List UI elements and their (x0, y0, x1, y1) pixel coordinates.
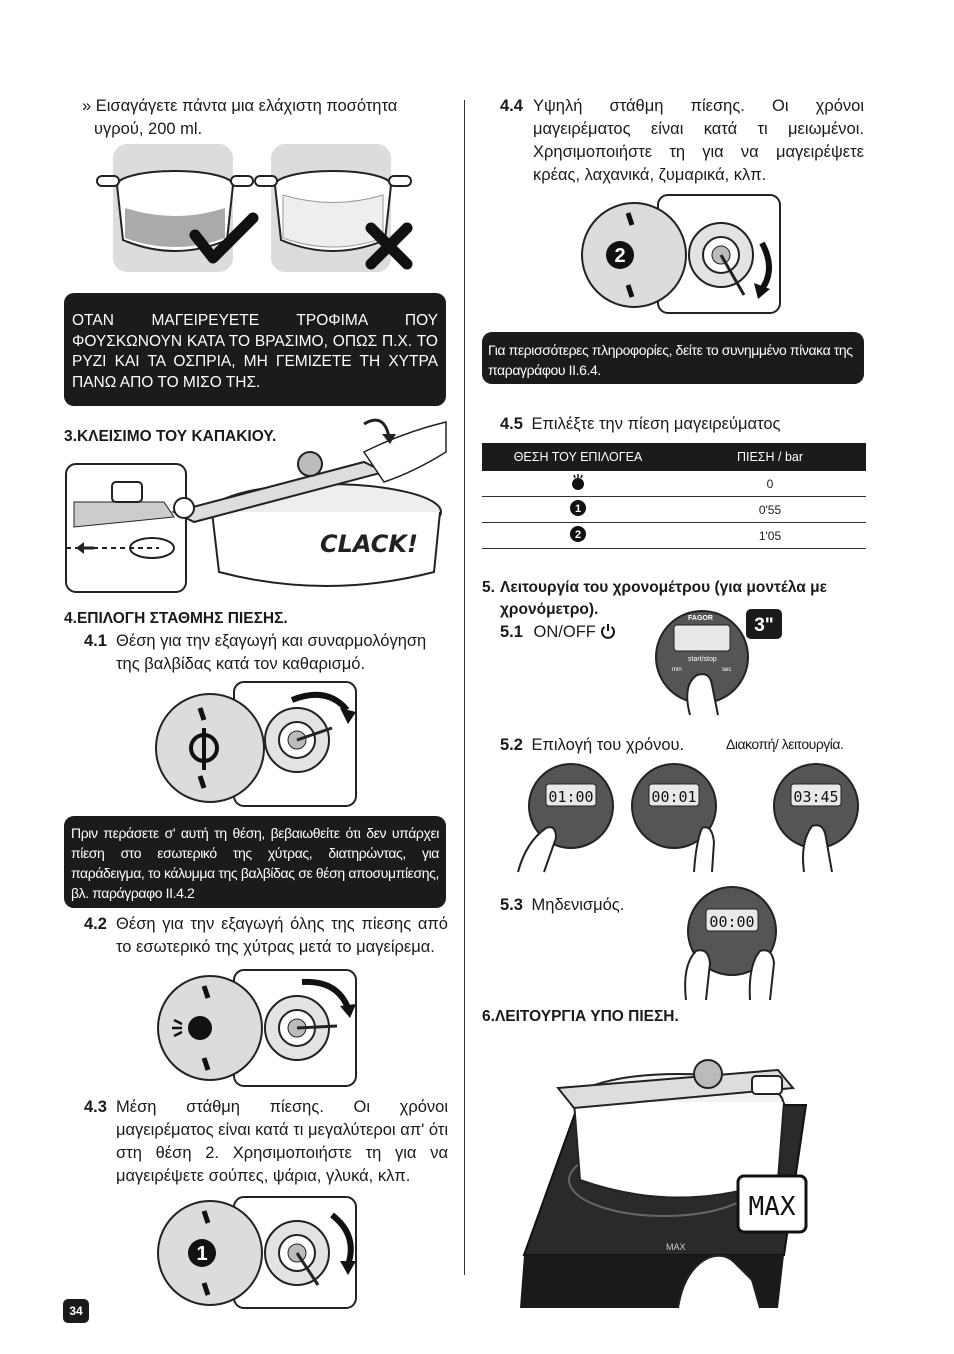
step-5-1: 5.1 ON/OFF (500, 621, 616, 646)
step-5-2: 5.2 Επιλογή του χρόνου. (500, 736, 685, 754)
badge-3-seconds: 3" (754, 615, 774, 636)
svg-text:sec: sec (722, 667, 732, 673)
svg-text:min: min (672, 667, 682, 673)
step-4-2: 4.2 Θέση για την εξαγωγή όλης της πίεσης από το εσωτερικό της χύτρας μετά το μαγείρεμα. (84, 915, 448, 956)
table-header-pressure: ΠΙΕΣΗ / bar (674, 443, 866, 471)
pressure-value: 0 (674, 471, 866, 497)
svg-text:MAX: MAX (748, 1192, 796, 1222)
step-4-3: 4.3 Μέση στάθμη πίεσης. Οι χρόνοι μαγειρέματος είναι κατά τι μεγαλύτεροι απ' ότι στη θέση 2. Χρησιμοποιήστε τη για να μαγειρέψετε σούπες, ψάρια, γλυκά, κλπ. (84, 1098, 448, 1185)
clack-label: CLACK! (320, 530, 418, 558)
svg-text:1: 1 (196, 1243, 208, 1265)
pot-fill-illustration (95, 140, 415, 280)
timer-display-03-45 (774, 764, 858, 872)
svg-text:MAX: MAX (666, 1242, 686, 1252)
section-4-heading: 4.ΕΠΙΛΟΓΗ ΣΤΑΘΜΗΣ ΠΙΕΣΗΣ. (64, 610, 288, 627)
timer-display-01-00 (518, 764, 613, 872)
warning-box: ΟΤΑΝ ΜΑΓΕΙΡΕΥΕΤΕ ΤΡΟΦΙΜΑ ΠΟΥ ΦΟΥΣΚΩΝΟΥΝ ΚΑΤΑ ΤΟ ΒΡΑΣΙΜΟ, ΟΠΩΣ Π.Χ. ΤΟ ΡΥΖΙ ΚΑΙ ΤΑ ΟΣΠΡΙΑ, ΜΗ ΓΕΜΙΖΕΤΕ ΤΗ ΧΥΤΡΑ ΠΑΝΩ ΑΠΟ ΤΟ ΜΙΣΟ ΤΗΣ. (64, 293, 446, 406)
table-header-position: ΘΕΣΗ ΤΟΥ ΕΠΙΛΟΓΕΑ (482, 443, 674, 471)
svg-text:2: 2 (614, 245, 626, 267)
svg-text:00:01: 00:01 (651, 788, 697, 806)
pressure-value: 1'05 (674, 523, 866, 549)
circled-1-icon (482, 497, 674, 523)
section-5-heading: 5. Λειτουργία του χρονομέτρου (για μοντέλα με χρονόμετρο). (482, 579, 827, 618)
section-3-heading: 3.ΚΛΕΙΣΙΜΟ ΤΟΥ ΚΑΠΑΚΙΟΥ. (64, 428, 277, 445)
pressure-value: 0'55 (674, 497, 866, 523)
steam-icon (482, 471, 674, 497)
note-box: Πριν περάσετε σ' αυτή τη θέση, βεβαιωθείτε ότι δεν υπάρχει πίεση στο εσωτερικό της χύτρας, διατηρώντας, για παράδειγμα, το κάλυμμα της βαλβίδας σε θέση αποσυμπίεσης, βλ. παράγραφο II.4.2 (64, 816, 446, 908)
table-row (482, 497, 866, 523)
svg-text:1: 1 (574, 503, 582, 515)
step-4-4: 4.4 Υψηλή στάθμη πίεσης. Οι χρόνοι μαγειρέματος είναι κατά τι μειωμένοι. Χρησιμοποιήστε τη για να μαγειρέψετε κρέας, λαχανικά, ζυμαρικά, κλπ. (500, 97, 864, 184)
step-5-3: 5.3 Μηδενισμός. (500, 896, 625, 914)
timer-on-off (652, 605, 787, 730)
table-row (482, 523, 866, 549)
cooktop-illustration (488, 1040, 814, 1315)
svg-text:start/stop: start/stop (688, 656, 717, 663)
section-6-heading: 6.ΛΕΙΤΟΥΡΓΙΑ ΥΠΟ ΠΙΕΣΗ. (482, 1008, 679, 1025)
step-4-1: 4.1 Θέση για την εξαγωγή και συναρμολόγηση της βαλβίδας κατά τον καθαρισμό. (84, 632, 427, 673)
power-icon (600, 623, 616, 646)
timer-display-00-01 (632, 764, 716, 872)
lid-closing-illustration (64, 412, 454, 597)
table-row (482, 471, 866, 497)
pressure-table (482, 443, 866, 549)
steam-icon (188, 1016, 212, 1040)
step-5-2-aside: Διακοπή/ λειτουργία. (726, 736, 844, 752)
dial-position-2 (576, 193, 786, 315)
svg-text:03:45: 03:45 (793, 788, 839, 806)
info-box: Για περισσότερες πληροφορίες, δείτε το συνημμένο πίνακα της παραγράφου II.6.4. (482, 332, 864, 384)
dial-position-1 (152, 1195, 362, 1310)
svg-text:FAGOR: FAGOR (688, 615, 713, 622)
dial-steam-position (152, 968, 362, 1088)
svg-text:00:00: 00:00 (709, 913, 755, 931)
intro-bullet: » Εισαγάγετε πάντα μια ελάχιστη ποσότητα υγρού, 200 ml. (82, 97, 398, 138)
circled-2-icon (482, 523, 674, 549)
page-number: 34 (63, 1299, 89, 1323)
column-divider (464, 100, 465, 1275)
svg-text:2: 2 (574, 529, 582, 541)
dial-release-position (152, 680, 362, 810)
step-4-5: 4.5 Επιλέξτε την πίεση μαγειρεύματος (500, 415, 781, 433)
timer-set-time (516, 762, 866, 884)
svg-text:01:00: 01:00 (548, 788, 594, 806)
timer-reset (676, 885, 788, 1005)
